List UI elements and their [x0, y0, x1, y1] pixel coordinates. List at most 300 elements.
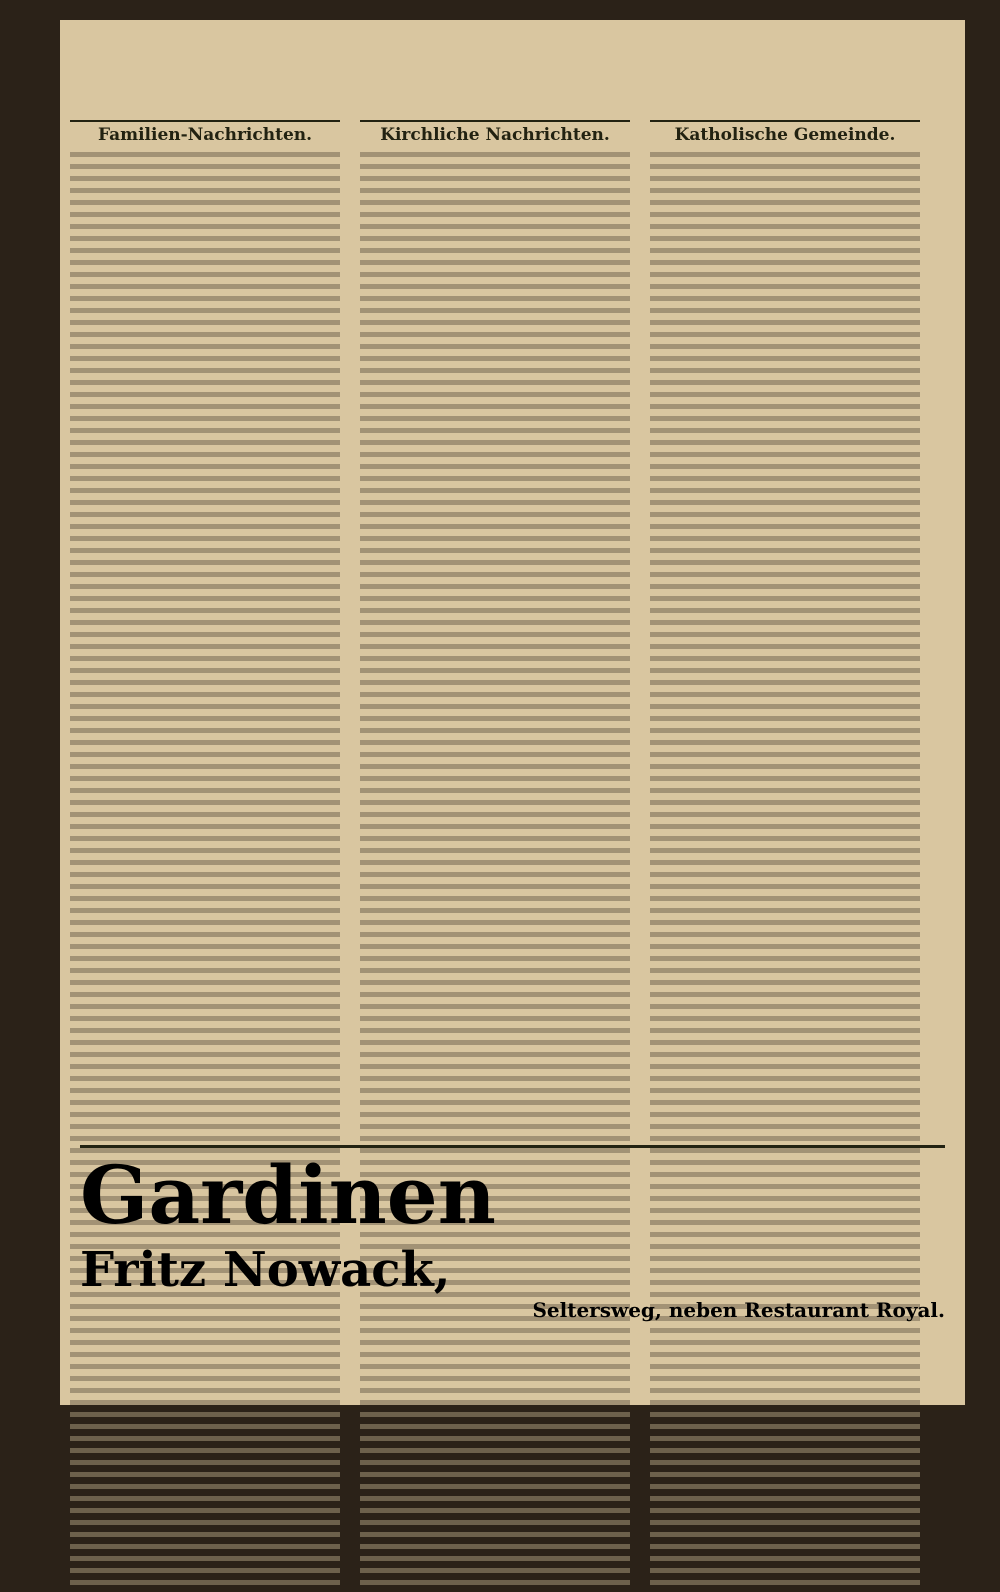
text-line [650, 572, 920, 577]
text-line [360, 272, 630, 277]
text-line [650, 668, 920, 673]
column-1 [70, 110, 340, 1592]
text-line [650, 164, 920, 169]
text-line [360, 920, 630, 925]
text-line [650, 1496, 920, 1501]
text-line [650, 704, 920, 709]
text-line [360, 1352, 630, 1357]
text-line [360, 764, 630, 769]
text-line [650, 560, 920, 565]
text-line [70, 1364, 340, 1369]
text-line [70, 1436, 340, 1441]
text-line [70, 596, 340, 601]
text-line [650, 716, 920, 721]
text-line [650, 944, 920, 949]
text-line [650, 896, 920, 901]
text-line [650, 1568, 920, 1573]
text-line [650, 632, 920, 637]
text-line [650, 512, 920, 517]
text-line [70, 356, 340, 361]
text-line [360, 212, 630, 217]
text-line [650, 428, 920, 433]
text-line [360, 428, 630, 433]
text-line [360, 1052, 630, 1057]
text-line [70, 284, 340, 289]
ad-name: Fritz Nowack, [80, 1242, 451, 1298]
text-line [650, 1376, 920, 1381]
text-line [70, 692, 340, 697]
text-line [360, 680, 630, 685]
text-line [360, 1076, 630, 1081]
text-line [360, 1136, 630, 1141]
text-line [70, 320, 340, 325]
text-line [650, 536, 920, 541]
text-line [360, 1556, 630, 1561]
text-line [360, 1544, 630, 1549]
text-line [70, 260, 340, 265]
text-line [650, 380, 920, 385]
text-line [70, 908, 340, 913]
advertisement [80, 1145, 945, 1322]
text-line [650, 212, 920, 217]
text-line [650, 728, 920, 733]
text-line [360, 1460, 630, 1465]
text-line [70, 1340, 340, 1345]
text-line [650, 824, 920, 829]
text-line [650, 344, 920, 349]
text-line [360, 200, 630, 205]
text-line [650, 1460, 920, 1465]
text-line [650, 752, 920, 757]
text-line [360, 224, 630, 229]
text-line [70, 308, 340, 313]
text-line [70, 1100, 340, 1105]
text-line [70, 1484, 340, 1489]
text-line [70, 488, 340, 493]
text-line [360, 824, 630, 829]
text-line [360, 1100, 630, 1105]
text-line [650, 740, 920, 745]
text-line [70, 716, 340, 721]
text-line [360, 332, 630, 337]
text-line [70, 428, 340, 433]
text-line [360, 752, 630, 757]
text-line [360, 500, 630, 505]
text-line [650, 1544, 920, 1549]
text-line [70, 368, 340, 373]
text-line [360, 728, 630, 733]
text-line [360, 1376, 630, 1381]
text-line [650, 812, 920, 817]
text-line [650, 596, 920, 601]
text-line [70, 212, 340, 217]
text-line [650, 1520, 920, 1525]
text-line [650, 236, 920, 241]
text-line [650, 1340, 920, 1345]
text-line [650, 1028, 920, 1033]
text-line [70, 1136, 340, 1141]
text-line [360, 668, 630, 673]
text-line [650, 680, 920, 685]
text-line [360, 548, 630, 553]
text-line [360, 1004, 630, 1009]
text-line [70, 188, 340, 193]
text-line [360, 968, 630, 973]
text-line [70, 1004, 340, 1009]
text-line [70, 884, 340, 889]
text-line [360, 944, 630, 949]
text-line [70, 896, 340, 901]
text-line [360, 704, 630, 709]
text-line [650, 920, 920, 925]
text-line [70, 1088, 340, 1093]
text-line [360, 1484, 630, 1489]
text-line [360, 1496, 630, 1501]
text-line [70, 380, 340, 385]
text-line [70, 248, 340, 253]
text-line [70, 1112, 340, 1117]
text-line [650, 800, 920, 805]
text-line [360, 644, 630, 649]
text-line [360, 788, 630, 793]
text-line [360, 380, 630, 385]
text-line [70, 632, 340, 637]
text-line [650, 1400, 920, 1405]
text-line [70, 272, 340, 277]
text-line [70, 224, 340, 229]
text-line [70, 1532, 340, 1537]
text-line [360, 908, 630, 913]
text-line [650, 764, 920, 769]
text-line [70, 752, 340, 757]
text-line [360, 164, 630, 169]
text-line [360, 260, 630, 265]
text-line [360, 404, 630, 409]
text-line [70, 800, 340, 805]
text-line [650, 620, 920, 625]
text-line [650, 1136, 920, 1141]
text-line [360, 1508, 630, 1513]
text-line [360, 524, 630, 529]
text-line [360, 1028, 630, 1033]
text-line [70, 152, 340, 157]
text-line [360, 236, 630, 241]
text-line [360, 956, 630, 961]
text-line [650, 548, 920, 553]
text-line [360, 1124, 630, 1129]
text-line [650, 1508, 920, 1513]
text-line [650, 500, 920, 505]
text-line [360, 584, 630, 589]
text-line [650, 1352, 920, 1357]
text-line [360, 932, 630, 937]
text-line [360, 320, 630, 325]
text-line [360, 896, 630, 901]
text-line [650, 1556, 920, 1561]
text-line [360, 1064, 630, 1069]
text-line [70, 1520, 340, 1525]
text-line [360, 536, 630, 541]
text-line [360, 1532, 630, 1537]
text-line [70, 644, 340, 649]
text-line [70, 1376, 340, 1381]
text-line [70, 1448, 340, 1453]
text-line [360, 560, 630, 565]
text-line [70, 1496, 340, 1501]
text-line [650, 152, 920, 157]
text-line [650, 980, 920, 985]
text-line [70, 1064, 340, 1069]
text-line [650, 848, 920, 853]
text-line [70, 164, 340, 169]
text-line [70, 572, 340, 577]
text-line [360, 1016, 630, 1021]
text-line [650, 356, 920, 361]
text-line [360, 1520, 630, 1525]
text-line [650, 692, 920, 697]
text-line [70, 944, 340, 949]
text-line [70, 560, 340, 565]
text-line [650, 1364, 920, 1369]
text-line [650, 248, 920, 253]
text-line [650, 1040, 920, 1045]
text-line [70, 788, 340, 793]
text-line [360, 1364, 630, 1369]
text-line [360, 344, 630, 349]
text-line [70, 296, 340, 301]
text-line [360, 740, 630, 745]
text-line [360, 488, 630, 493]
text-line [70, 1424, 340, 1429]
text-line [360, 980, 630, 985]
text-line [650, 272, 920, 277]
text-line [70, 1124, 340, 1129]
text-line [650, 608, 920, 613]
text-line [360, 308, 630, 313]
text-line [650, 476, 920, 481]
text-line [650, 488, 920, 493]
text-line [360, 596, 630, 601]
text-line [360, 872, 630, 877]
text-line [70, 764, 340, 769]
text-line [650, 524, 920, 529]
text-line [70, 656, 340, 661]
text-line [70, 1544, 340, 1549]
text-line [360, 620, 630, 625]
text-line [650, 884, 920, 889]
text-line [650, 464, 920, 469]
text-line [360, 848, 630, 853]
text-line [650, 296, 920, 301]
text-line [70, 1412, 340, 1417]
text-line [650, 200, 920, 205]
text-line [70, 980, 340, 985]
text-line [70, 536, 340, 541]
text-line [360, 1580, 630, 1585]
text-line [360, 188, 630, 193]
text-line [360, 716, 630, 721]
text-line [650, 860, 920, 865]
text-line [70, 500, 340, 505]
text-line [360, 476, 630, 481]
text-line [70, 1556, 340, 1561]
ad-address: Seltersweg, neben Restaurant Royal. [532, 1298, 945, 1322]
text-line [360, 1472, 630, 1477]
text-line [360, 1412, 630, 1417]
text-line [360, 860, 630, 865]
text-line [360, 1340, 630, 1345]
text-line [70, 1352, 340, 1357]
text-line [70, 1388, 340, 1393]
section-heading: Familien-Nachrichten. [70, 120, 340, 142]
text-line [360, 152, 630, 157]
text-line [70, 728, 340, 733]
text-line [70, 920, 340, 925]
text-line [650, 956, 920, 961]
text-line [70, 860, 340, 865]
text-line [360, 452, 630, 457]
text-line [650, 308, 920, 313]
text-line [360, 440, 630, 445]
text-line [360, 1436, 630, 1441]
text-line [650, 1448, 920, 1453]
text-line [70, 1508, 340, 1513]
text-line [650, 224, 920, 229]
text-line [650, 368, 920, 373]
text-line [360, 836, 630, 841]
text-line [650, 1412, 920, 1417]
text-line [650, 1052, 920, 1057]
text-line [70, 1400, 340, 1405]
newspaper-page [60, 20, 965, 1405]
text-line [70, 620, 340, 625]
text-line [70, 812, 340, 817]
text-line [70, 668, 340, 673]
text-line [70, 1016, 340, 1021]
ad-title: Gardinen [80, 1148, 496, 1242]
text-line [70, 956, 340, 961]
text-line [650, 1328, 920, 1333]
text-line [650, 1004, 920, 1009]
text-line [650, 1016, 920, 1021]
column-2 [360, 110, 630, 1592]
text-line [70, 200, 340, 205]
text-line [70, 1580, 340, 1585]
text-line [650, 908, 920, 913]
text-line [650, 836, 920, 841]
text-line [360, 692, 630, 697]
section-heading: Kirchliche Nachrichten. [360, 120, 630, 142]
text-line [70, 512, 340, 517]
text-line [70, 824, 340, 829]
text-line [70, 992, 340, 997]
text-line [70, 932, 340, 937]
text-line [650, 656, 920, 661]
text-line [650, 1532, 920, 1537]
text-line [360, 812, 630, 817]
text-line [360, 1424, 630, 1429]
text-line [360, 608, 630, 613]
text-line [360, 1112, 630, 1117]
text-line [360, 284, 630, 289]
text-line [70, 548, 340, 553]
text-line [650, 872, 920, 877]
text-line [650, 1580, 920, 1585]
text-line [650, 992, 920, 997]
text-line [70, 476, 340, 481]
text-line [650, 788, 920, 793]
text-line [70, 1460, 340, 1465]
text-line [70, 236, 340, 241]
text-line [360, 1400, 630, 1405]
text-line [70, 608, 340, 613]
text-line [70, 1568, 340, 1573]
text-line [360, 392, 630, 397]
text-line [70, 404, 340, 409]
text-line [650, 284, 920, 289]
text-line [70, 968, 340, 973]
text-line [70, 1472, 340, 1477]
text-line [650, 644, 920, 649]
text-line [70, 452, 340, 457]
text-line [360, 248, 630, 253]
text-line [70, 416, 340, 421]
text-line [650, 1076, 920, 1081]
text-line [360, 1568, 630, 1573]
text-line [650, 968, 920, 973]
text-line [70, 1028, 340, 1033]
text-line [650, 404, 920, 409]
text-line [360, 1448, 630, 1453]
text-line [650, 416, 920, 421]
text-line [70, 176, 340, 181]
text-line [650, 392, 920, 397]
text-line [70, 872, 340, 877]
text-line [650, 332, 920, 337]
text-line [360, 1088, 630, 1093]
text-line [650, 440, 920, 445]
text-line [650, 176, 920, 181]
text-line [650, 1436, 920, 1441]
text-line [70, 704, 340, 709]
text-line [70, 680, 340, 685]
text-line [70, 344, 340, 349]
text-line [360, 1388, 630, 1393]
text-line [650, 1424, 920, 1429]
text-line [360, 464, 630, 469]
text-line [360, 632, 630, 637]
text-line [360, 356, 630, 361]
text-line [360, 992, 630, 997]
text-line [360, 572, 630, 577]
column-3 [650, 110, 920, 1592]
text-line [360, 512, 630, 517]
text-line [650, 1100, 920, 1105]
text-line [70, 848, 340, 853]
text-line [360, 176, 630, 181]
text-line [70, 1076, 340, 1081]
text-line [360, 416, 630, 421]
text-line [650, 188, 920, 193]
text-line [70, 332, 340, 337]
text-line [70, 392, 340, 397]
text-line [360, 656, 630, 661]
text-line [650, 1484, 920, 1489]
text-line [360, 1328, 630, 1333]
text-line [650, 1472, 920, 1477]
text-line [650, 1064, 920, 1069]
text-line [70, 1040, 340, 1045]
